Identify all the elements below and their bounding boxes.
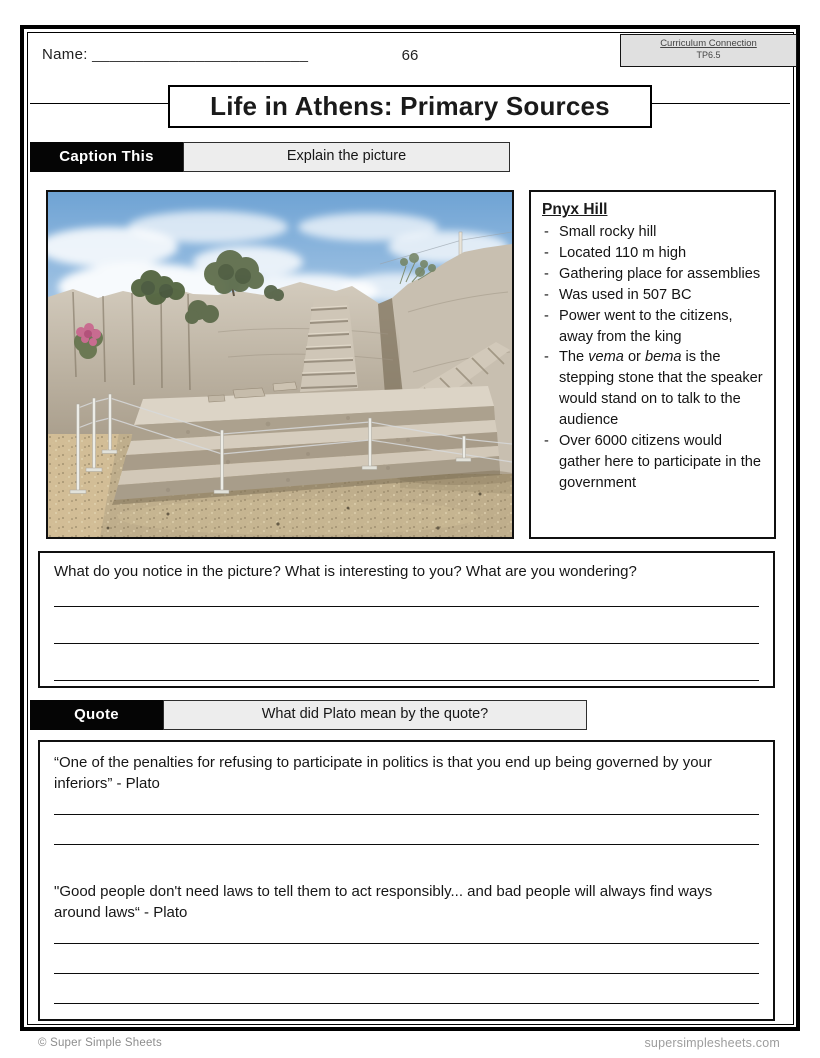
quote-text: "Good people don't need laws to tell them to act responsibly... and bad people will always find ways around laws“ - Plato [54,883,713,921]
curriculum-connection-box [620,34,797,67]
info-bullet: - Small rocky hill [544,224,657,240]
observation-answer-lines [54,580,759,681]
answer-line[interactable] [54,794,759,815]
info-bullet: - Power went to the citizens, away from the king [544,307,733,345]
copyright-text: © Super Simple Sheets [38,1037,162,1049]
quote-block [54,752,759,845]
answer-line[interactable] [54,644,759,681]
page-title: Life in Athens: Primary Sources [168,85,652,128]
observation-question: What do you notice in the picture? What is interesting to you? What are you wondering? [54,563,637,580]
name-blank-line[interactable]: _________________________ [92,46,309,63]
answer-line[interactable] [54,607,759,644]
quote-answer-lines [54,794,759,845]
info-bullet: - Over 6000 citizens would gather here to participate in the government [544,433,762,491]
answer-line[interactable] [54,974,759,1004]
caption-prompt: Explain the picture [183,142,510,172]
answer-line[interactable] [54,923,759,944]
quote-block [54,881,759,1004]
quote-answer-lines [54,923,759,1004]
curriculum-title: Curriculum Connection [660,38,757,49]
website-link[interactable]: supersimplesheets.com [644,1036,780,1050]
pnyx-hill-illustration [48,192,512,537]
answer-line[interactable] [54,815,759,845]
quote-prompt: What did Plato mean by the quote? [163,700,587,730]
info-bullet-list [542,222,763,494]
info-bullet: - Was used in 507 BC [544,286,692,303]
page-number: 66 [401,47,419,64]
answer-line[interactable] [54,944,759,974]
info-bullet: - The vema or bema is the stepping stone that the speaker would stand on to talk to the audience [544,349,763,429]
pnyx-hill-photo [46,190,514,539]
pnyx-hill-info-box [529,190,776,539]
info-box-title: Pnyx Hill [542,201,608,218]
quote-text: “One of the penalties for refusing to participate in politics is that you end up being governed by your inferiors” - Plato [54,754,712,792]
info-bullet: - Located 110 m high [544,244,687,261]
caption-this-tab: Caption This [30,142,183,172]
info-bullet: - Gathering place for assemblies [544,265,761,282]
answer-line[interactable] [54,580,759,607]
curriculum-code: TP6.5 [696,50,721,60]
name-label: Name: [42,46,88,63]
quote-tab: Quote [30,700,163,730]
observation-question-box [38,551,775,688]
quote-answer-box [38,740,775,1021]
